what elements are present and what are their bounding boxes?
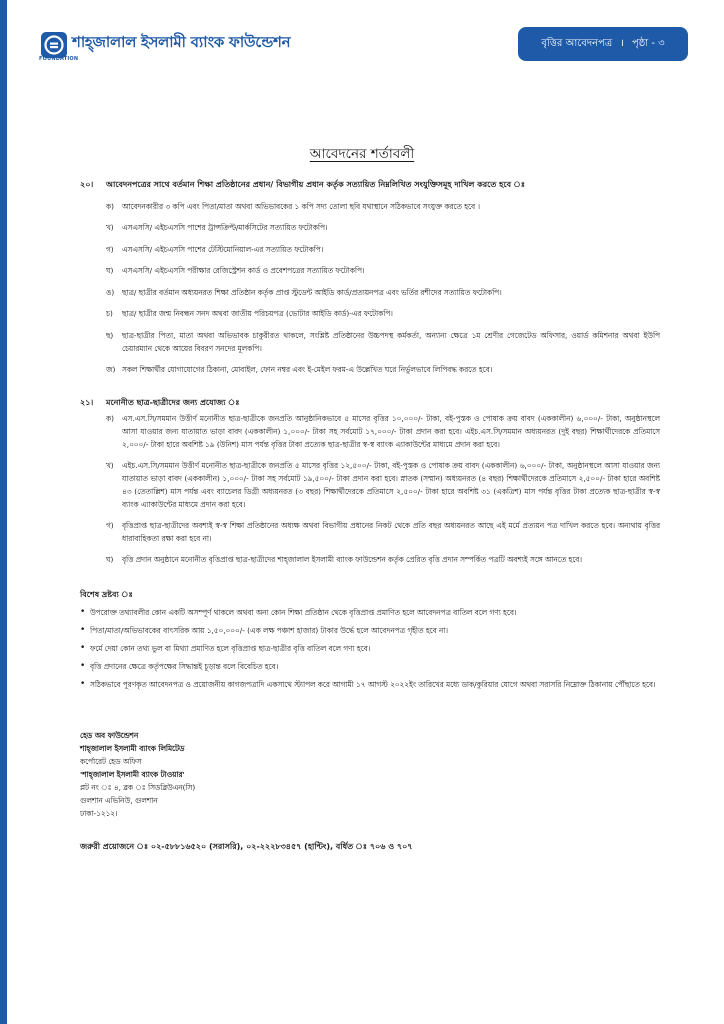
page-title xyxy=(0,143,724,166)
list-item: ঘ) বৃত্তি প্রদান অনুষ্ঠানে মনোনীত বৃত্তিপ্রাপ্ত ছাত্র-ছাত্রীদের শাহ্‌জালাল ইসলামী ব্যাংক ফাউন্ডেশন কর্তৃক প্রেরিত বৃত্তি প্রদান সম্পর্কিত পত্রটি অবশ্যই সঙ্গে আনতে হবে। xyxy=(106,555,582,564)
list-item: খ) এসএসসি/ এইচএসসি পাশের ট্রান্সক্রিপ্ট/মার্কসিটের সত্যায়িত ফটোকপি। xyxy=(106,223,328,232)
page-badge: বৃত্তির আবেদনপত্র । পৃষ্ঠা - ৩ xyxy=(518,27,688,61)
shahjalal-logo-icon xyxy=(40,31,68,59)
list-item: গ) বৃত্তিপ্রাপ্ত ছাত্র-ছাত্রীদের অবশ্যই স্ব-স্ব শিক্ষা প্রতিষ্ঠানের অধ্যক্ষ অথবা বিভাগীয় প্রধানের নিকট থেকে প্রতি বছর অধ্যয়নরত আছে এই মর্মে প্রত্যয়ন পত্র দাখিল করতে হবে। অন্যথায় বৃত্তির ধারাবাহিকতা রক্ষা করা হবে না। xyxy=(106,521,660,543)
section-21 xyxy=(80,396,660,566)
address-line: শাহ্‌জালাল ইসলামী ব্যাংক লিমিটেড xyxy=(80,744,185,753)
address-line: প্লট নং ঃ ৪, ব্লক ঃ সিডব্লিউএন(সি) xyxy=(80,783,196,792)
section-20 xyxy=(80,178,660,376)
address-line: ঢাকা-১২১২। xyxy=(80,809,118,818)
address-line: গুলশান এভিনিউ, গুলশান xyxy=(80,796,158,805)
bullet-icon: • xyxy=(80,625,86,635)
bullet-icon: • xyxy=(80,661,86,671)
bullet-icon: • xyxy=(80,643,86,653)
note-item: • বৃত্তি প্রদানের ক্ষেত্রে কর্তৃপক্ষের সিদ্ধান্তই চূড়ান্ত বলে বিবেচিত হবে। xyxy=(80,661,279,671)
note-item: • ফর্মে দেয়া কোন তথ্য ভুল বা মিথ্যা প্রমাণিত হলে বৃত্তিপ্রাপ্ত ছাত্র-ছাত্রীর বৃত্তি বাতিল বলে গণ্য হবে। xyxy=(80,643,371,653)
address-line: কর্পোরেট হেড অফিস xyxy=(80,757,142,766)
terms-content xyxy=(80,178,660,853)
list-item: খ) এইচ.এস.সি/সমমান উত্তীর্ণ মনোনীত ছাত্র-ছাত্রীকে জনপ্রতি ৫ মাসের বৃত্তির ১২,৫০০/- টাকা, বই-পুস্তক ও পোষাক ক্রয় বাবদ (এককালীন) ৬,০০০/- টাকা, অনুষ্ঠানস্থলে আসা যাওয়ার জন্য যাতায়াত ভাড়া বাবদ (এককালীন) ১,০০০/- টাকা সহ সর্বমোট ১৯,৫০০/- টাকা প্রদান করা হবে। স্নাতক (সম্মান) অধ্যয়নরত (৪ বছর) শিক্ষার্থীদেরকে প্রতিমাসে ২,৫০০/- টাকা হারে অবশিষ্ট ৪৩ (তেতাল্লিশ) মাস পর্যন্ত এবং ব্যাচেলর ডিগ্রী অধ্যয়নরত (৩ বছর) শিক্ষার্থীদেরকে প্রতিমাসে ২,৫০০/- টাকা হারে অবশিষ্ট ৩১ (একত্রিশ) মাস পর্যন্ত বৃত্তির টাকা প্রত্যেক ছাত্র-ছাত্রীর স্ব-স্ব ব্যাংক এ্যাকাউন্টের মাধ্যমে প্রদান করা হবে। xyxy=(106,461,660,509)
logo-tagline: FOUNDATION xyxy=(39,56,79,62)
contact-numbers: জরুরী প্রয়োজনে ঃ ০২-৫৮৮১৬৫২০ (সরাসরি), ০২-২২২৮৩৪৫৭ (হান্টিং), বর্ধিত ঃ ৭০৬ ও ৭০৭ xyxy=(80,842,413,851)
list-item: ক) আবেদনকারীর ৩ কপি এবং পিতা/মাতা অথবা অভিভাবকের ১ কপি সদ্য তোলা ছবি যথাস্থানে সঠিকভাবে সংযুক্ত করতে হবে । xyxy=(106,201,480,211)
title-text: আবেদনের শর্তাবলী xyxy=(309,146,415,162)
note-item: • পিতা/মাতা/অভিভাবকের বাৎসরিক আয় ১,৫০,০০০/- (এক লক্ষ পঞ্চাশ হাজার) টাকার উর্দ্ধে হলে আবেদনপত্র গৃহীত হবে না। xyxy=(80,625,449,635)
list-item: জ) সকল শিক্ষার্থীর যোগাযোগের ঠিকানা, মোবাইল, ফোন নম্বর এবং ই-মেইল ফরম-এ উল্লেখিত ঘরে নির্ভুলভাবে লিপিবদ্ধ করতে হবে। xyxy=(106,365,493,374)
list-item: ঘ) এসএসসি/ এইচএসসি পরীক্ষার রেজিস্ট্রেশন কার্ড ও প্রবেশপত্রের সত্যায়িত ফটোকপি। xyxy=(106,266,365,275)
section-heading-text: মনোনীত ছাত্র-ছাত্রীদের জন্য প্রযোজ্য ঃ xyxy=(106,398,240,407)
scholarship-list xyxy=(106,412,660,566)
form-name: বৃত্তির আবেদনপত্র xyxy=(541,38,613,49)
mailing-address xyxy=(80,729,660,820)
note-item: • সঠিকভাবে পূরণকৃত আবেদনপত্র ও প্রয়োজনীয় কাগজপত্রাদি একসাথে স্ট্যাপল করে আগামী ১৭ আগস্ট ২০২২ইং তারিখের মধ্যে ডাক/কুরিয়ার যোগে অথবা সরাসরি নিম্নোক্ত ঠিকানায় পৌঁছাতে হবে। xyxy=(80,679,656,689)
section-number: ২০। xyxy=(80,180,94,189)
attachment-list xyxy=(106,200,660,377)
section-number: ২১। xyxy=(80,398,94,407)
address-line: 'শাহ্‌জালাল ইসলামী ব্যাংক টাওয়ার' xyxy=(80,770,185,779)
list-item: ক) এস.এস.সি/সমমান উত্তীর্ণ মনোনীত ছাত্র-ছাত্রীকে জনপ্রতি আনুষ্ঠানিকভাবে ৫ মাসের বৃত্তির ১০,০০০/- টাকা, বই-পুস্তক ও পোষাক ক্রয় বাবদ (এককালীন) ৬,০০০/- টাকা, অনুষ্ঠানস্থলে আসা যাওয়ার জন্য যাতায়াত ভাড়া বাবদ (এককালীন) ১,০০০/- টাকা সহ সর্বমোট ১৭,০০০/- টাকা প্রদান করা হবে। এইচ.এস.সি/সমমান অধ্যয়নরত (দুই বছর) শিক্ষার্থীদেরকে প্রতিমাসে ২,০০০/- টাকা হারে অবশিষ্ট ১৯ (উনিশ) মাস পর্যন্ত বৃত্তির টাকা প্রত্যেক ছাত্র-ছাত্রীর স্ব-স্ব ব্যাংক এ্যাকাউন্টের মাধ্যমে প্রদান করা হবে। xyxy=(106,414,660,449)
page-label: পৃষ্ঠা - ৩ xyxy=(632,38,665,49)
section-heading xyxy=(80,396,660,409)
bullet-icon: • xyxy=(80,607,86,617)
note-item: • উপরোক্ত তথ্যাবলীর কোন একটি অসম্পূর্ণ থাকলে অথবা অন্য কোন শিক্ষা প্রতিষ্ঠান থেকে বৃত্তিপ্রাপ্ত প্রমাণিত হলে আবেদনপত্র বাতিল বলে গণ্য হবে। xyxy=(80,607,517,617)
list-item: ছ) ছাত্র-ছাত্রীর পিতা, মাতা অথবা অভিভাবক চাকুরীরত থাকলে, সংশ্লিষ্ট প্রতিষ্ঠানের উচ্চপদস্থ কর্মকর্তা, অন্যান্য ক্ষেত্রে ১ম শ্রেণীর গেজেটেড অফিসার, ওয়ার্ড কমিশনার অথবা ইউপি চেয়ারম্যান থেকে আয়ের বিবরণ সনদের মূলকপি। xyxy=(106,330,660,353)
brand-name: শাহ্‌জালাল ইসলামী ব্যাংক ফাউন্ডেশন xyxy=(72,33,291,51)
list-item: চ) ছাত্র/ ছাত্রীর জন্ম নিবন্ধন সনদ অথবা জাতীয় পরিচয়পত্র (ভোটার আইডি কার্ড)-এর ফটোকপি। xyxy=(106,309,393,318)
address-line: হেড অব ফাউন্ডেশন xyxy=(80,731,139,740)
page-header xyxy=(0,0,724,80)
list-item: গ) এসএসসি/ এইচএসসি পাশের টেস্টিমোনিয়াল-এর সত্যায়িত ফটোকপি। xyxy=(106,244,324,254)
special-notes-title: বিশেষ দ্রষ্টব্য ঃ xyxy=(80,590,133,599)
bullet-icon: • xyxy=(80,679,86,689)
special-notes xyxy=(80,588,660,691)
section-heading xyxy=(80,178,660,191)
section-heading-text: আবেদনপত্রের সাথে বর্তমান শিক্ষা প্রতিষ্ঠানের প্রধান/ বিভাগীয় প্রধান কর্তৃক সত্যায়িত নিম্নলিখিত সংযুক্তিসমূহ দাখিল করতে হবে ঃ xyxy=(106,180,525,189)
list-item: ঙ) ছাত্র/ ছাত্রীর বর্তমান অধ্যয়নরত শিক্ষা প্রতিষ্ঠান কর্তৃক প্রাপ্ত স্টুডেন্ট আইডি কার্ড/প্রত্যয়নপত্র এবং ভর্তির রশীদের সত্যায়িত ফটোকপি। xyxy=(106,287,502,297)
